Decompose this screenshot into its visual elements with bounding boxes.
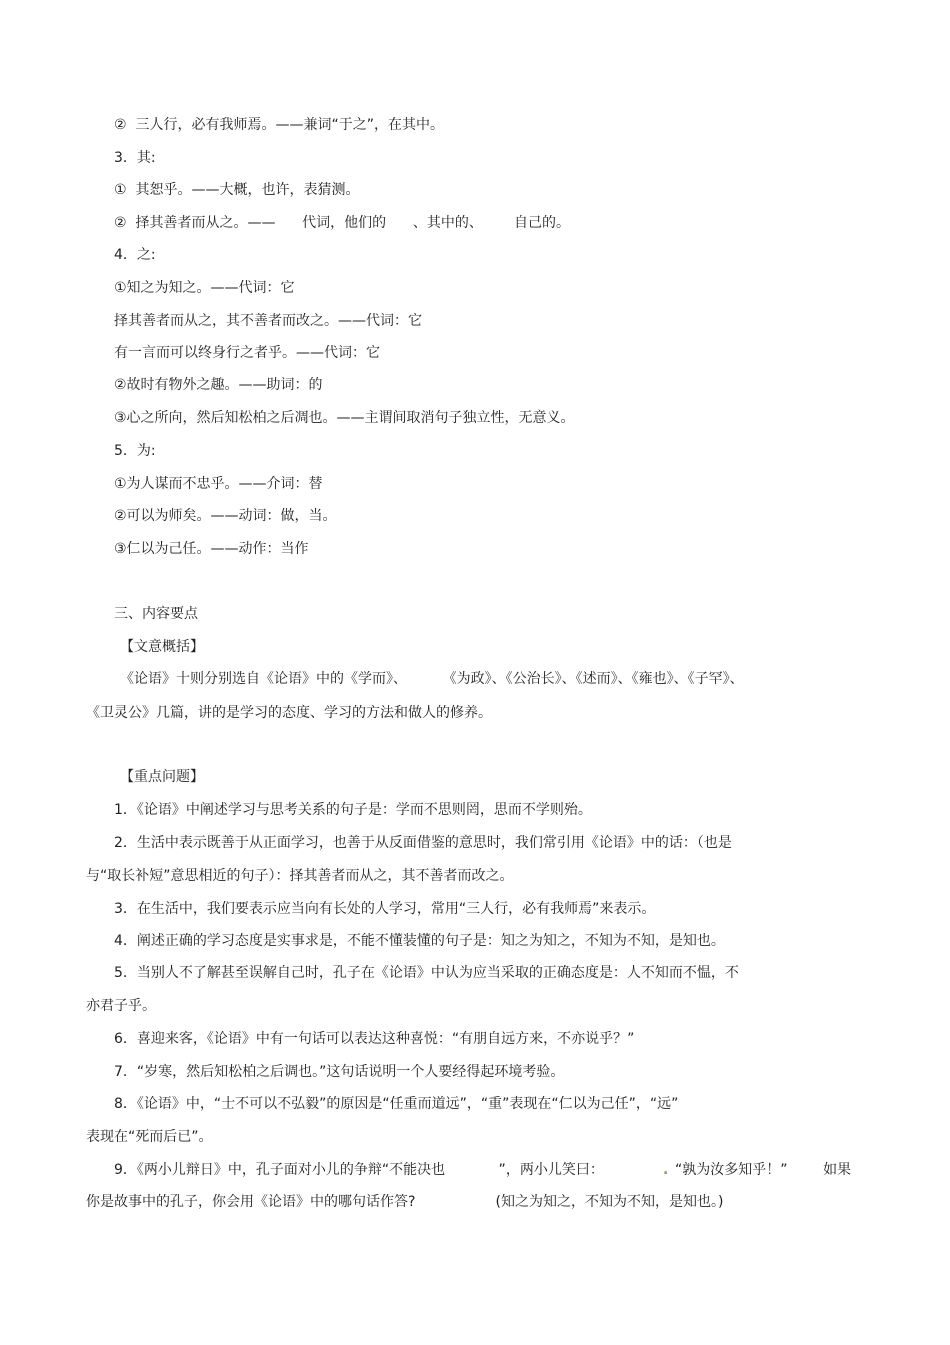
question-line: 你是故事中的孔子，你会用《论语》中的哪句话作答? (知之为知之，不知为不知，是知也。): [86, 1194, 724, 1210]
text-line: ③仁以为己任。——动作：当作: [114, 541, 309, 557]
question-line: 8．《论语》中，“士不可以不弘毅”的原因是“任重而道远”，“重”表现在“仁以为己任”，“远”: [114, 1096, 679, 1112]
question-line: 5．当别人不了解甚至误解自己时，孔子在《论语》中认为应当采取的正确态度是：人不知而不愠，不: [114, 965, 739, 981]
question-line: 6．喜迎来客，《论语》中有一句话可以表达这种喜悦：“有朋自远方来，不亦说乎？”: [114, 1031, 635, 1047]
text-line: ② 三人行，必有我师焉。——兼词“于之”，在其中。: [114, 117, 444, 133]
question-line: 7．“岁寒，然后知松柏之后调也。”这句话说明一个人要经得起环境考验。: [114, 1064, 565, 1080]
text-line: ③心之所向，然后知松柏之后凋也。——主谓间取消句子独立性，无意义。: [114, 410, 575, 426]
text-line: 择其善者而从之，其不善者而改之。——代词：它: [114, 313, 422, 329]
text-line: 4．之:: [114, 247, 156, 263]
text-line: ① 其恕乎。——大概，也许，表猜测。: [114, 182, 360, 198]
question-line: 9．《两小儿辩日》中，孔子面对小儿的争辩“不能决也 ”，两小儿笑曰：: [114, 1162, 604, 1178]
question-line: 亦君子乎。: [86, 998, 156, 1014]
paragraph-line: 《卫灵公》几篇，讲的是学习的态度、学习的方法和做人的修养。: [86, 705, 492, 721]
question-line: 与“取长补短”意思相近的句子）：择其善者而从之，其不善者而改之。: [86, 868, 514, 884]
question-line: 3．在生活中，我们要表示应当向有长处的人学习，常用“三人行，必有我师焉”来表示。: [114, 901, 656, 917]
paragraph-line: 《论语》十则分别选自《论语》中的《学而》、 《为政》、《公治长》、《述而》、《雍也》、《子罕》、: [120, 671, 744, 687]
text-line: 有一言而可以终身行之者乎。——代词：它: [114, 345, 380, 361]
text-line: 3．其:: [114, 150, 156, 166]
question-line: 表现在“死而后已”。: [86, 1129, 213, 1145]
text-line: ②可以为师矣。——动词：做，当。: [114, 508, 337, 524]
subsection-heading: 【文意概括】: [120, 639, 204, 655]
question-line: 4．阐述正确的学习态度是实事求是，不能不懂装懂的句子是：知之为知之，不知为不知，是知也。: [114, 933, 725, 949]
question-line: 1．《论语》中阐述学习与思考关系的句子是：学而不思则罔，思而不学则殆。: [114, 802, 592, 818]
text-line: ①为人谋而不忠乎。——介词：替: [114, 476, 323, 492]
marker-dot: .: [663, 1162, 669, 1178]
text-line: 5．为:: [114, 443, 156, 459]
question-line: 2．生活中表示既善于从正面学习，也善于从反面借鉴的意思时，我们常引用《论语》中的话：（也是: [114, 835, 732, 851]
text-line: ② 择其善者而从之。—— 代词，他们的 、其中的、 自己的。: [114, 215, 571, 231]
question-line: “孰为汝多知乎！” 如果: [675, 1162, 852, 1178]
subsection-heading: 【重点问题】: [120, 769, 204, 785]
text-line: ①知之为知之。——代词：它: [114, 280, 295, 296]
text-line: ②故时有物外之趣。——助词：的: [114, 377, 323, 393]
section-heading: 三、内容要点: [114, 606, 198, 622]
